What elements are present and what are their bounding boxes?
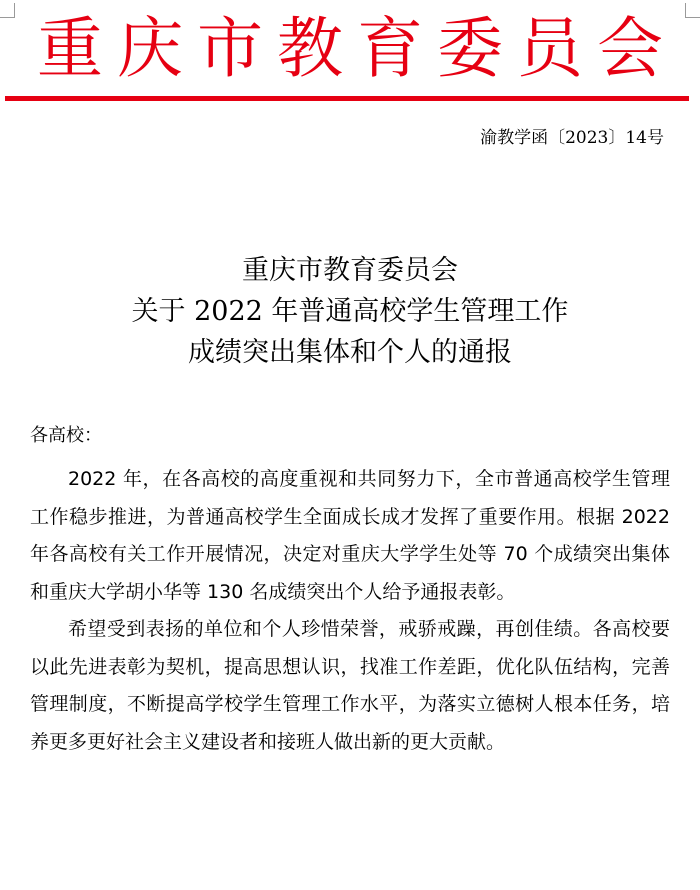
- masthead-org-name: 重庆市教育委员会: [37, 10, 677, 87]
- document-title: [0, 250, 700, 373]
- masthead-red-rule: [5, 96, 689, 101]
- paragraph-2: 希望受到表扬的单位和个人珍惜荣誉，戒骄戒躁，再创佳绩。各高校要以此先进表彰为契机，提高思想认识，找准工作差距，优化队伍结构，完善管理制度，不断提高学校学生管理工作水平，为落实立德树人根本任务，培养更多更好社会主义建设者和接班人做出新的更大贡献。: [30, 618, 670, 753]
- title-line-1: 重庆市教育委员会: [242, 255, 458, 286]
- title-line-3: 成绩突出集体和个人的通报: [188, 337, 512, 368]
- paragraph-1: 2022 年，在各高校的高度重视和共同努力下，全市普通高校学生管理工作稳步推进，为普通高校学生全面成长成才发挥了重要作用。根据 2022 年各高校有关工作开展情况，决定对重庆大学学生处等 70 个成绩突出集体和重庆大学胡小华等 130 名成绩突出个人给予通报表彰。: [30, 468, 670, 603]
- salutation: 各高校：: [30, 425, 102, 446]
- body-text: [30, 461, 670, 761]
- title-line-2: 关于 2022 年普通高校学生管理工作: [131, 296, 569, 327]
- document-number: 渝教学函〔2023〕14号: [480, 128, 664, 148]
